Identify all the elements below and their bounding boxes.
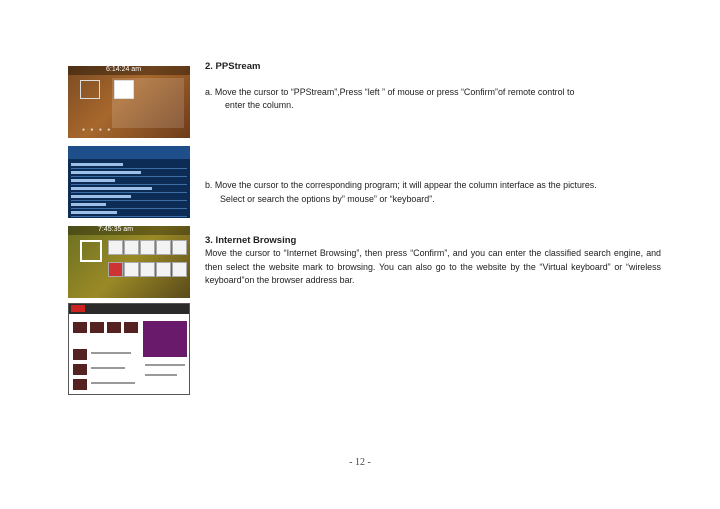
play-icon <box>80 80 100 99</box>
page-indicator: ● ● ● ● <box>82 127 113 133</box>
section-heading-internet: 3. Internet Browsing <box>205 235 297 246</box>
list-item <box>71 210 187 217</box>
youtube-browser-screenshot <box>68 303 190 395</box>
step-b-text: b. Move the cursor to the corresponding program; it will appear the column interface as the pictures. <box>205 180 597 190</box>
site-icon <box>108 240 123 255</box>
site-icon <box>124 262 139 277</box>
promo-banner <box>143 321 187 357</box>
site-icon <box>124 240 139 255</box>
video-thumbnail <box>124 322 138 333</box>
text-line <box>91 382 135 384</box>
text-line <box>145 364 185 366</box>
clock-text: 7:45:35 am <box>98 226 134 233</box>
video-thumbnail <box>73 364 87 375</box>
youtube-logo <box>71 305 85 312</box>
list-item <box>71 170 187 177</box>
clock-text: 6:14:24 am <box>106 66 142 73</box>
video-thumbnail <box>90 322 104 333</box>
browser-header <box>69 304 189 314</box>
internet-browsing-paragraph: Move the cursor to “Internet Browsing”, then press “Confirm”, and you can enter the classified search engine, and then select the website mark to browsing. You can also go to the website by the “Virtual keyboard” or “wireless keyboard”on the browser address bar. <box>205 248 661 285</box>
list-item <box>71 178 187 185</box>
step-b-continuation: Select or search the options by” mouse” or “keyboard”. <box>220 194 435 204</box>
site-icon <box>172 262 187 277</box>
site-icon <box>140 262 155 277</box>
section-heading-ppstream: 2. PPStream <box>205 61 261 72</box>
list-item <box>71 194 187 201</box>
list-item <box>71 202 187 209</box>
internet-app-icon <box>80 240 102 262</box>
text-line <box>91 352 131 354</box>
site-icon <box>156 262 171 277</box>
site-icon <box>108 262 123 277</box>
ppstream-home-screenshot <box>68 66 190 138</box>
text-line <box>145 374 177 376</box>
step-a-continuation: enter the column. <box>225 100 294 110</box>
site-icon <box>140 240 155 255</box>
video-thumbnail <box>107 322 121 333</box>
video-thumbnail <box>73 322 87 333</box>
category-bar <box>68 146 190 159</box>
ppstream-program-list-screenshot <box>68 146 190 218</box>
video-thumbnail <box>73 379 87 390</box>
list-item <box>71 162 187 169</box>
video-thumbnail <box>73 349 87 360</box>
list-item <box>71 186 187 193</box>
internet-browsing-screenshot <box>68 226 190 298</box>
text-line <box>91 367 125 369</box>
page-number: - 12 - <box>349 457 371 468</box>
ppstream-app-icon <box>114 80 134 99</box>
site-icon <box>172 240 187 255</box>
site-icon <box>156 240 171 255</box>
step-a-text: a. Move the cursor to “PPStream”,Press “left ” of mouse or press “Confirm”of remote control to <box>205 87 575 97</box>
